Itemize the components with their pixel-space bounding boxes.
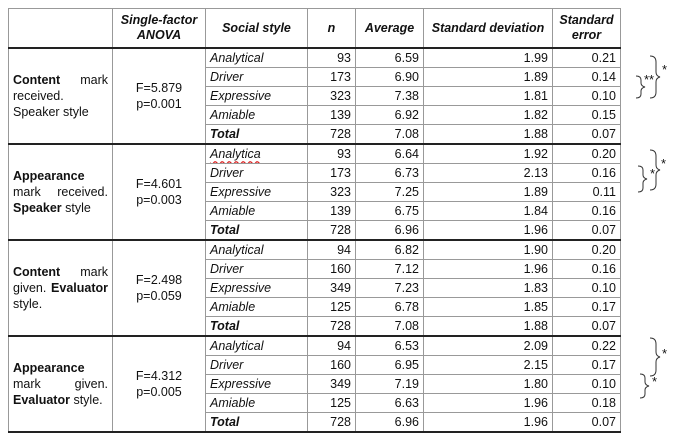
- anova-p-value: p=0.059: [136, 289, 182, 303]
- n-cell: 323: [308, 183, 356, 202]
- n-cell: 728: [308, 317, 356, 337]
- anova-f-value: F=4.601: [135, 177, 183, 191]
- social-style-cell: Driver: [206, 260, 308, 279]
- social-style-cell: Total: [206, 413, 308, 433]
- table-row: [9, 240, 621, 260]
- social-style-cell: Expressive: [206, 87, 308, 106]
- n-cell: 93: [308, 48, 356, 68]
- anova-f-value: F=2.498: [135, 273, 183, 287]
- group-label-emphasis: Evaluator: [51, 281, 108, 295]
- average-cell: 7.12: [356, 260, 424, 279]
- std-error-cell: 0.18: [553, 394, 621, 413]
- significance-bracket-g4-lower: [640, 374, 650, 398]
- std-error-cell: 0.10: [553, 375, 621, 394]
- group-label-text: mark given.: [13, 377, 108, 391]
- significance-marker-g2-inner: *: [650, 166, 656, 181]
- social-style-cell: Analytical: [206, 48, 308, 68]
- table-group-2: [9, 144, 621, 240]
- std-dev-cell: 1.90: [424, 240, 553, 260]
- std-dev-cell: 1.89: [424, 183, 553, 202]
- std-dev-cell: 2.09: [424, 336, 553, 356]
- n-cell: 173: [308, 68, 356, 87]
- std-error-cell: 0.11: [553, 183, 621, 202]
- average-cell: 6.78: [356, 298, 424, 317]
- n-cell: 728: [308, 221, 356, 241]
- social-style-cell: Driver: [206, 164, 308, 183]
- row-group-label: [9, 240, 113, 336]
- std-dev-cell: 2.15: [424, 356, 553, 375]
- anova-p-value: p=0.001: [136, 97, 182, 111]
- group-label-text: Speaker style: [13, 105, 89, 119]
- social-style-cell: Amiable: [206, 106, 308, 125]
- anova-f-value: F=5.879: [135, 81, 183, 95]
- n-cell: 349: [308, 279, 356, 298]
- n-cell: 349: [308, 375, 356, 394]
- std-dev-cell: 1.88: [424, 125, 553, 145]
- average-cell: 6.53: [356, 336, 424, 356]
- average-cell: 7.25: [356, 183, 424, 202]
- row-group-label: [9, 48, 113, 144]
- significance-marker-g1-outer: *: [662, 62, 668, 77]
- social-style-cell: Analytical: [206, 336, 308, 356]
- std-error-cell: 0.20: [553, 240, 621, 260]
- header-blank: [9, 9, 113, 49]
- n-cell: 94: [308, 336, 356, 356]
- std-dev-cell: 1.96: [424, 260, 553, 279]
- average-cell: 7.08: [356, 125, 424, 145]
- std-error-cell: 0.10: [553, 87, 621, 106]
- average-cell: 6.96: [356, 413, 424, 433]
- average-cell: 6.63: [356, 394, 424, 413]
- group-label-text: style: [61, 201, 91, 215]
- average-cell: 6.90: [356, 68, 424, 87]
- social-style-cell: Analytical: [206, 240, 308, 260]
- std-error-cell: 0.07: [553, 125, 621, 145]
- n-cell: 160: [308, 356, 356, 375]
- social-style-cell: Amiable: [206, 394, 308, 413]
- std-dev-cell: 1.89: [424, 68, 553, 87]
- group-label-emphasis: Appearance: [13, 169, 85, 183]
- table-row: [9, 144, 621, 164]
- n-cell: 125: [308, 394, 356, 413]
- social-style-cell: Total: [206, 125, 308, 145]
- std-dev-cell: 1.81: [424, 87, 553, 106]
- n-cell: 139: [308, 106, 356, 125]
- average-cell: 6.73: [356, 164, 424, 183]
- std-error-cell: 0.17: [553, 356, 621, 375]
- std-dev-cell: 1.96: [424, 221, 553, 241]
- average-cell: 6.59: [356, 48, 424, 68]
- average-cell: 7.38: [356, 87, 424, 106]
- std-error-cell: 0.17: [553, 298, 621, 317]
- std-dev-cell: 1.80: [424, 375, 553, 394]
- std-error-cell: 0.07: [553, 317, 621, 337]
- group-label-text: mark given.: [13, 265, 108, 295]
- header-row: [9, 9, 621, 49]
- social-style-cell: Amiable: [206, 202, 308, 221]
- group-label-emphasis: Evaluator: [13, 393, 70, 407]
- average-cell: 6.95: [356, 356, 424, 375]
- significance-bracket-g4-upper: [650, 338, 660, 376]
- average-cell: 6.96: [356, 221, 424, 241]
- significance-marker-g4-upper: *: [662, 346, 668, 361]
- social-style-cell: Total: [206, 317, 308, 337]
- group-label-text: style.: [13, 297, 43, 311]
- std-dev-cell: 1.84: [424, 202, 553, 221]
- significance-marker-g2-outer: *: [661, 156, 667, 171]
- group-label-text: style.: [69, 393, 103, 407]
- average-cell: 6.92: [356, 106, 424, 125]
- social-style-cell: Expressive: [206, 279, 308, 298]
- group-label-emphasis: Content: [13, 265, 61, 279]
- average-cell: 7.19: [356, 375, 424, 394]
- std-error-cell: 0.15: [553, 106, 621, 125]
- social-style-cell: Analytica: [206, 144, 308, 164]
- average-cell: 7.08: [356, 317, 424, 337]
- std-dev-cell: 1.92: [424, 144, 553, 164]
- std-error-cell: 0.10: [553, 279, 621, 298]
- n-cell: 728: [308, 413, 356, 433]
- average-cell: 7.23: [356, 279, 424, 298]
- anova-p-value: p=0.003: [136, 193, 182, 207]
- social-style-cell: Driver: [206, 356, 308, 375]
- anova-results-table: [8, 8, 621, 433]
- average-cell: 6.64: [356, 144, 424, 164]
- row-group-label: [9, 144, 113, 240]
- n-cell: 728: [308, 125, 356, 145]
- header-average: Average: [356, 9, 424, 49]
- header-social-style: Social style: [206, 9, 308, 49]
- group-label-emphasis: Content: [13, 73, 61, 87]
- std-dev-cell: 1.88: [424, 317, 553, 337]
- std-error-cell: 0.22: [553, 336, 621, 356]
- table-row: [9, 336, 621, 356]
- std-error-cell: 0.16: [553, 260, 621, 279]
- n-cell: 125: [308, 298, 356, 317]
- anova-cell: [113, 336, 206, 432]
- anova-cell: [113, 48, 206, 144]
- std-dev-cell: 2.13: [424, 164, 553, 183]
- significance-marker-g4-lower: *: [652, 374, 658, 389]
- header-n: n: [308, 9, 356, 49]
- group-label-text: mark received.: [13, 73, 108, 103]
- std-error-cell: 0.20: [553, 144, 621, 164]
- n-cell: 173: [308, 164, 356, 183]
- header-standard-deviation: Standard deviation: [424, 9, 553, 49]
- std-error-cell: 0.14: [553, 68, 621, 87]
- std-error-cell: 0.16: [553, 164, 621, 183]
- table-group-1: [9, 48, 621, 144]
- anova-cell: [113, 144, 206, 240]
- std-error-cell: 0.07: [553, 221, 621, 241]
- social-style-cell: Driver: [206, 68, 308, 87]
- social-style-cell: Amiable: [206, 298, 308, 317]
- std-error-cell: 0.16: [553, 202, 621, 221]
- n-cell: 139: [308, 202, 356, 221]
- average-cell: 6.75: [356, 202, 424, 221]
- anova-cell: [113, 240, 206, 336]
- std-dev-cell: 1.83: [424, 279, 553, 298]
- std-error-cell: 0.21: [553, 48, 621, 68]
- average-cell: 6.82: [356, 240, 424, 260]
- social-style-cell: Expressive: [206, 375, 308, 394]
- group-label-emphasis: Speaker: [13, 201, 62, 215]
- significance-marker-g1-inner: **: [644, 72, 655, 87]
- table-row: [9, 48, 621, 68]
- row-group-label: [9, 336, 113, 432]
- social-style-cell: Expressive: [206, 183, 308, 202]
- std-error-cell: 0.07: [553, 413, 621, 433]
- header-anova: Single-factor ANOVA: [113, 9, 206, 49]
- std-dev-cell: 1.96: [424, 413, 553, 433]
- n-cell: 323: [308, 87, 356, 106]
- significance-bracket-g2-inner: [638, 166, 648, 192]
- n-cell: 93: [308, 144, 356, 164]
- std-dev-cell: 1.85: [424, 298, 553, 317]
- social-style-cell: Total: [206, 221, 308, 241]
- std-dev-cell: 1.99: [424, 48, 553, 68]
- std-dev-cell: 1.96: [424, 394, 553, 413]
- anova-p-value: p=0.005: [136, 385, 182, 399]
- table-group-4: [9, 336, 621, 432]
- group-label-text: mark received.: [13, 185, 108, 199]
- anova-f-value: F=4.312: [135, 369, 183, 383]
- n-cell: 160: [308, 260, 356, 279]
- n-cell: 94: [308, 240, 356, 260]
- table-group-3: [9, 240, 621, 336]
- header-standard-error: Standard error: [553, 9, 621, 49]
- std-dev-cell: 1.82: [424, 106, 553, 125]
- group-label-emphasis: Appearance: [13, 361, 85, 375]
